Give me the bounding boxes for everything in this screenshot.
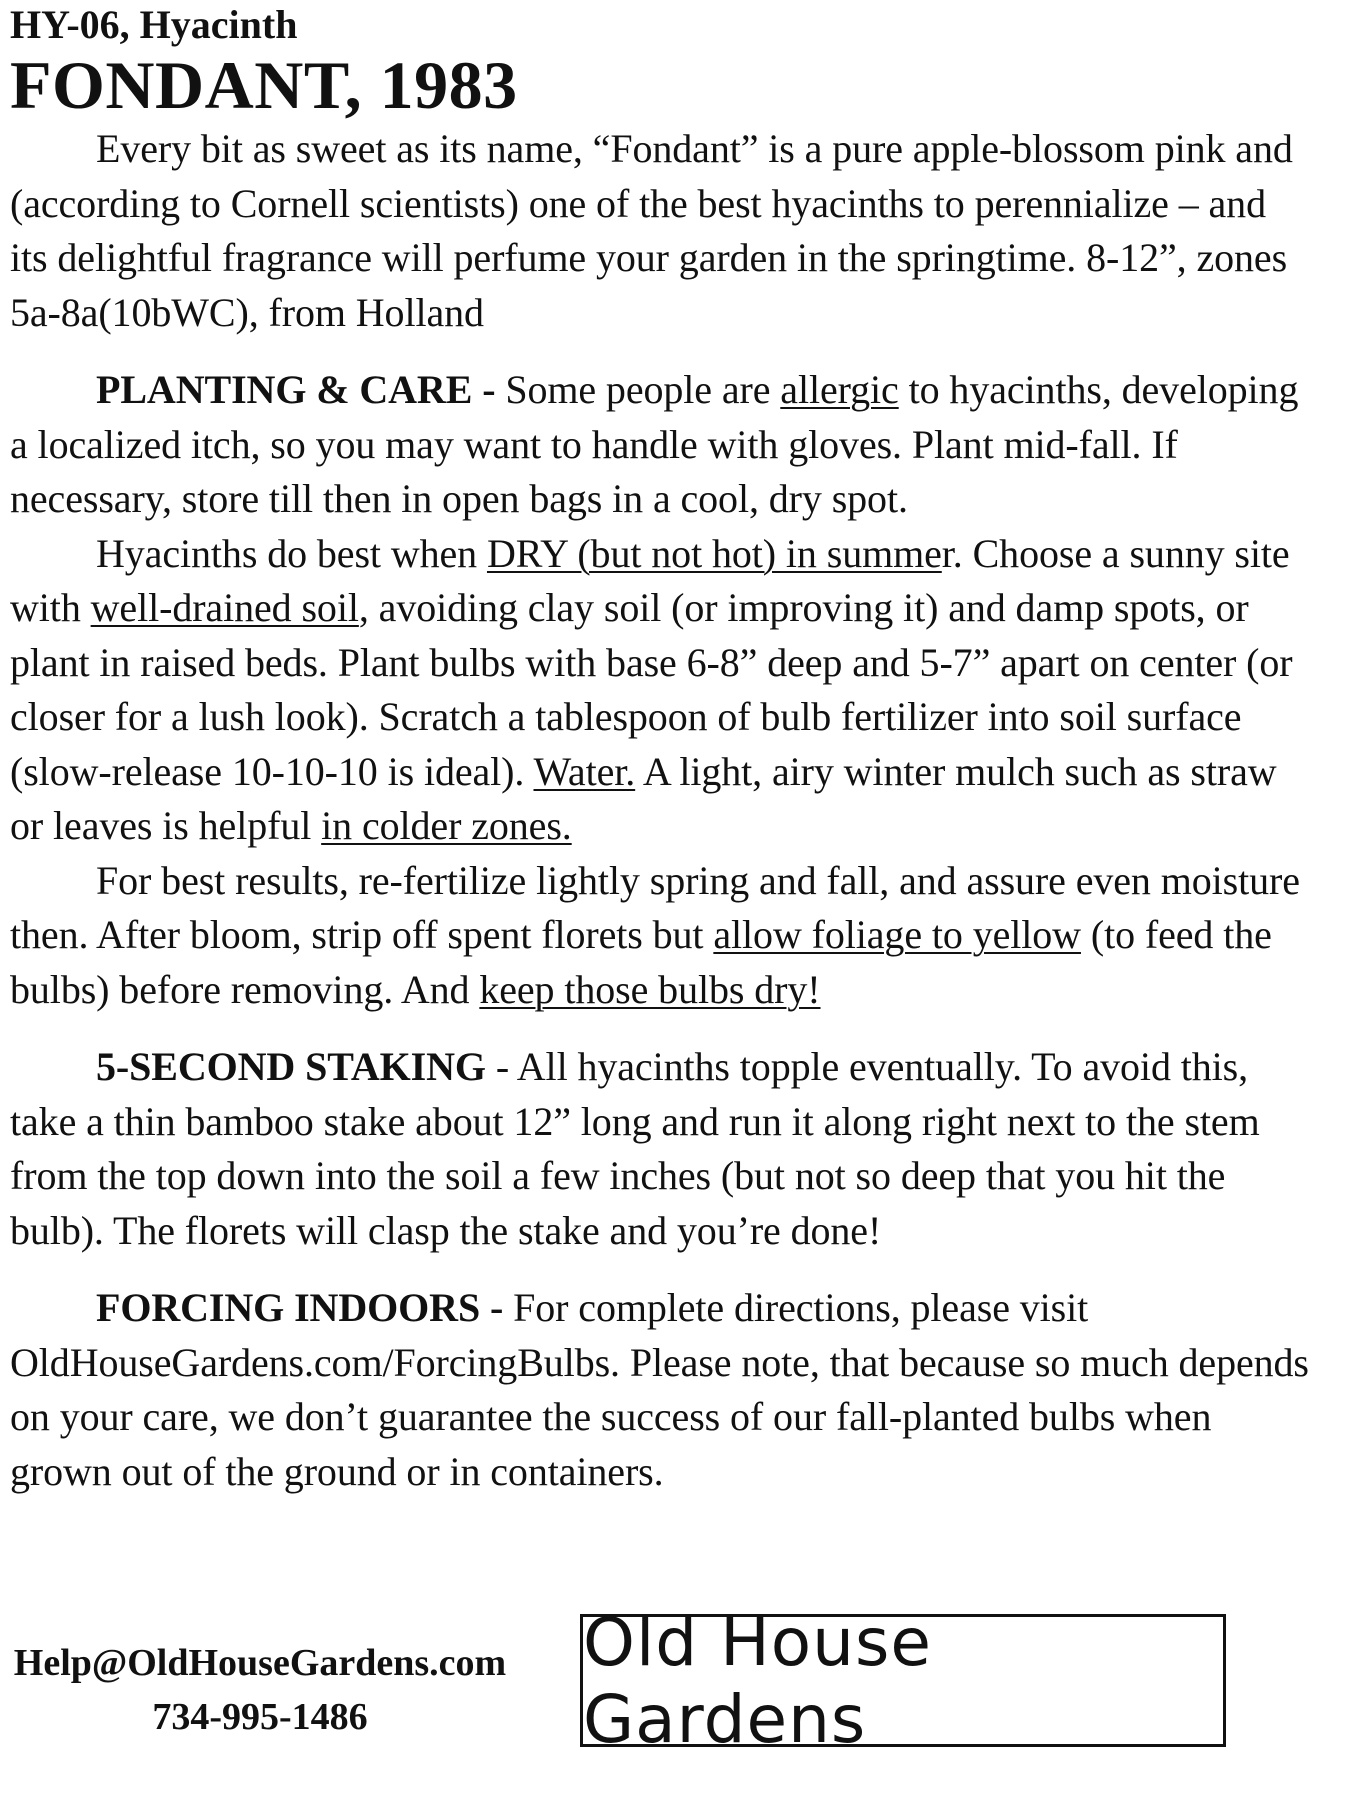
underlined-text: well-drained soil xyxy=(90,585,359,630)
underlined-text: DRY (but not hot) in summe xyxy=(486,530,942,576)
document-page xyxy=(10,0,1310,1499)
staking-paragraph xyxy=(10,1040,1310,1258)
underlined-text: Water. xyxy=(533,748,636,794)
forcing-heading: FORCING INDOORS - xyxy=(96,1285,504,1330)
spacer xyxy=(10,340,1310,363)
forcing-paragraph xyxy=(10,1281,1310,1499)
underlined-text: in colder zones. xyxy=(321,803,572,848)
contact-info xyxy=(10,1636,510,1744)
planting-paragraph-2 xyxy=(10,527,1310,854)
text-run: - All hyacinths topple eventually. To avoid this, take a thin bamboo stake about 12” long and run it along right next to the stem from the top down into the soil a few inches (but not so deep that you hit the bulb). The florets will clasp the stake and you’re done! xyxy=(10,1044,1260,1253)
text-run: For best results, re-fertilize lightly spring and fall, and assure even moisture then. After bloom, strip off spent florets but xyxy=(10,857,1300,957)
product-code: HY-06, Hyacinth xyxy=(10,2,298,47)
phone-number[interactable]: 734-995-1486 xyxy=(152,1696,368,1738)
spacer xyxy=(10,1258,1310,1281)
planting-heading: PLANTING & CARE - xyxy=(96,367,496,412)
planting-paragraph-1 xyxy=(10,363,1310,527)
text-run: Some people are xyxy=(495,367,781,412)
text-run: , avoiding clay soil (or improving it) and damp spots, or plant in raised beds. Plant bulbs with base 6-8” deep and 5-7” apart on center (or closer for a lush look). Scratch a tablespoon of bulb fertilizer into soil surface (slow-release 10-10-10 is ideal). xyxy=(10,585,1293,794)
underlined-text: allergic xyxy=(780,367,899,412)
text-run: For complete directions, please visit OldHouseGardens.com/ForcingBulbs. Please note, that because so much depends on your care, we don’t guarantee the success of our fall-planted bulbs when grown out of the ground or in containers. xyxy=(10,1285,1309,1494)
text-run: r. Choose a sunny site with xyxy=(10,530,1290,630)
text-run: to hyacinths, developing a localized itch, so you may want to handle with gloves. Plant mid-fall. If necessary, store till then in open bags in a cool, dry spot. xyxy=(10,367,1299,521)
text-run: A light, airy winter mulch such as straw or leaves is helpful xyxy=(10,748,1277,848)
logo-text: Old House Gardens xyxy=(583,1603,932,1758)
text-run: Hyacinths do best when xyxy=(96,530,487,576)
intro-paragraph: Every bit as sweet as its name, “Fondant” is a pure apple-blossom pink and (according to Cornell scientists) one of the best hyacinths to perennialize – and its delightful fragrance will perfume your garden in the springtime. 8-12”, zones 5a-8a(10bWC), from Holland xyxy=(10,126,1293,335)
underlined-text: allow foliage to yellow xyxy=(713,912,1081,957)
product-title: FONDANT, 1983 xyxy=(10,47,518,123)
underlined-text: keep those bulbs dry! xyxy=(479,966,821,1012)
spacer xyxy=(10,1017,1310,1040)
staking-heading: 5-SECOND STAKING xyxy=(96,1044,486,1089)
planting-paragraph-3 xyxy=(10,854,1310,1018)
logo xyxy=(580,1603,1226,1758)
text-run: (to feed the bulbs) before removing. And xyxy=(10,912,1272,1012)
email-address[interactable]: Help@OldHouseGardens.com xyxy=(13,1642,507,1684)
